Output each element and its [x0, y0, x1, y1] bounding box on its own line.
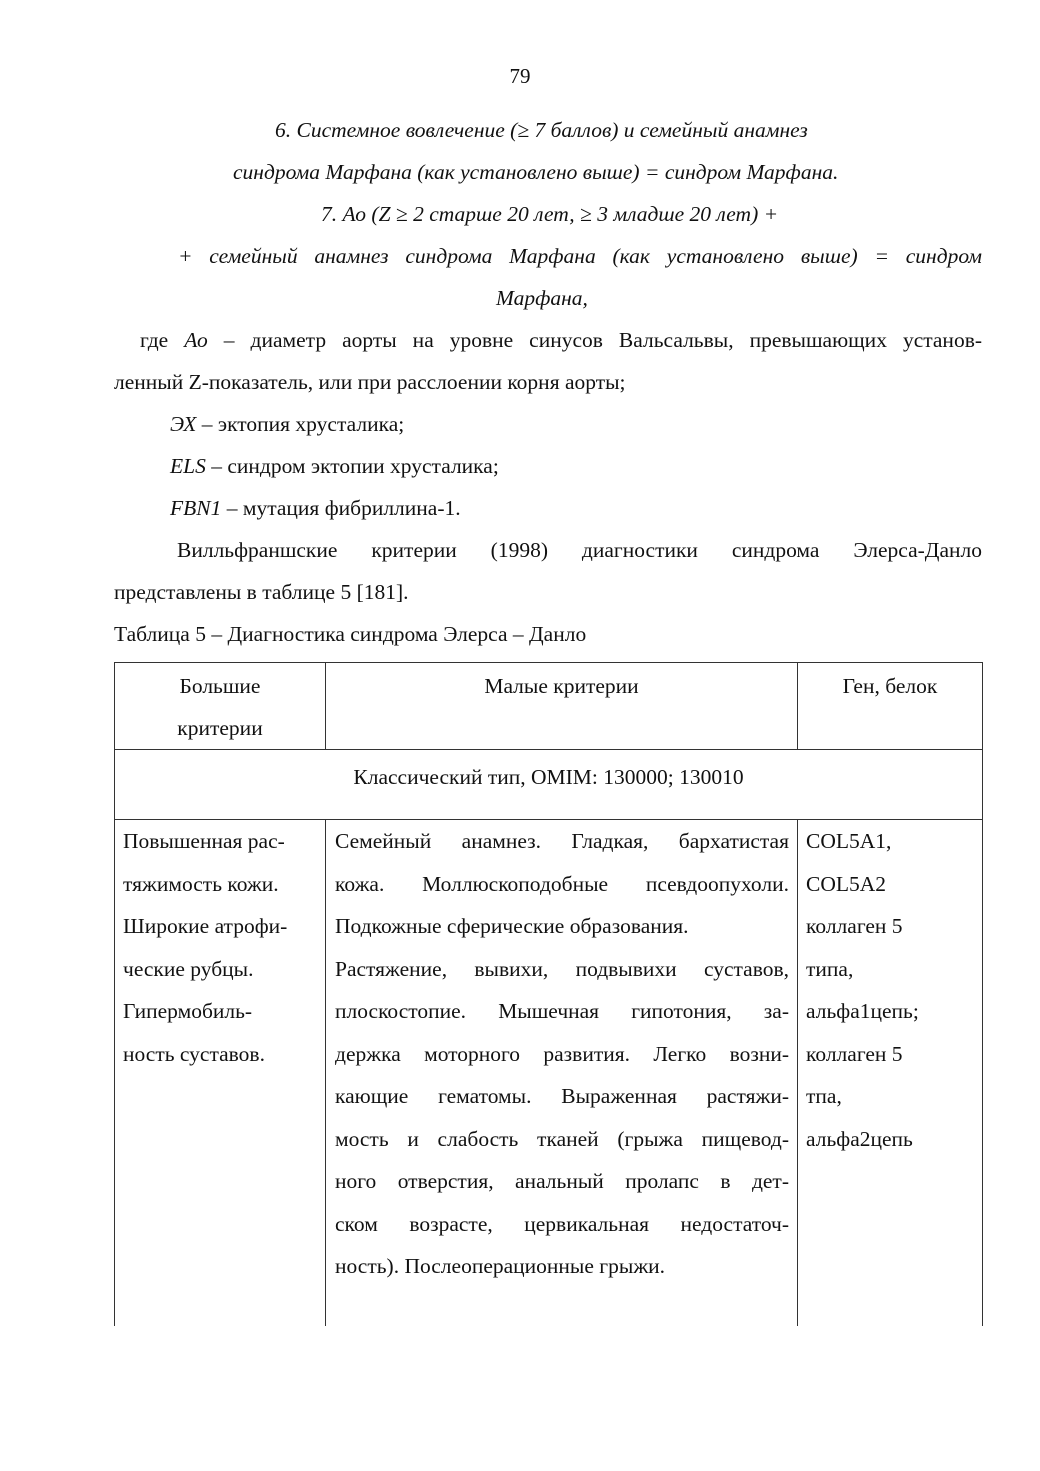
definition-ex — [170, 412, 404, 437]
minor-line: кожа. Моллюскоподобные псевдоопухоли. — [335, 871, 789, 896]
definition-ao-text: – диаметр аорты на уровне синусов Вальсальвы, превышающих установ- — [207, 328, 983, 352]
major-line: тяжимость кожи. — [123, 871, 279, 896]
section-title: Классический тип, OMIM: 130000; 130010 — [115, 750, 983, 820]
diagnostics-table — [114, 662, 983, 1326]
definition-ex-text: – эктопия хрусталика; — [196, 412, 405, 436]
gene-line: коллаген 5 — [806, 914, 903, 938]
minor-line: Растяжение, вывихи, подвывихи суставов, — [335, 956, 789, 981]
gene-line: альфа1цепь; — [806, 999, 919, 1023]
minor-line: ного отверстия, анальный пролапс в дет- — [335, 1169, 789, 1193]
header-major-line-1: Большие — [179, 674, 261, 698]
table-header-row — [115, 663, 983, 750]
definition-fbn1-text: – мутация фибриллина-1. — [221, 496, 461, 520]
definition-fbn1-term: FBN1 — [170, 496, 222, 520]
major-line: ческие рубцы. — [123, 956, 254, 981]
gene-protein-cell — [798, 820, 983, 1326]
definition-els — [170, 454, 499, 479]
definition-els-term: ELS — [170, 454, 206, 478]
definition-ao-line-1 — [140, 328, 982, 353]
major-line: Повышенная рас- — [123, 829, 285, 853]
minor-criteria-cell — [326, 820, 798, 1326]
header-gene-protein: Ген, белок — [798, 663, 983, 750]
minor-line: Семейный анамнез. Гладкая, бархатистая — [335, 829, 789, 853]
major-line: ность суставов. — [123, 1041, 265, 1066]
table-section-row — [115, 750, 983, 820]
criterion-6-line-1: 6. Системное вовлечение (≥ 7 баллов) и семейный анамнез — [275, 118, 808, 142]
criterion-6-line-2: синдрома Марфана (как установлено выше) = синдром Марфана. — [233, 160, 839, 184]
page-number: 79 — [509, 64, 531, 88]
gene-line: коллаген 5 — [806, 1041, 903, 1066]
definition-els-text: – синдром эктопии хрусталика; — [205, 454, 499, 478]
minor-line: кающие гематомы. Выраженная растяжи- — [335, 1084, 789, 1108]
gene-line: COL5A2 — [806, 871, 887, 896]
minor-line: плоскостопие. Мышечная гипотония, за- — [335, 999, 789, 1023]
major-criteria-cell — [115, 820, 326, 1326]
major-line: Широкие атрофи- — [123, 914, 288, 938]
gene-line: альфа2цепь — [806, 1126, 913, 1151]
paragraph-line-1: Вилльфраншские критерии (1998) диагностики синдрома Элерса-Данло — [177, 538, 982, 562]
criterion-7-line-2: + семейный анамнез синдрома Марфана (как установлено выше) = синдром — [178, 244, 982, 268]
table-caption: Таблица 5 – Диагностика синдрома Элерса – Данло — [114, 622, 587, 646]
definition-fbn1 — [170, 496, 461, 521]
header-major-line-2: критерии — [177, 716, 263, 740]
minor-line: ском возрасте, цервикальная недостаточ- — [335, 1211, 789, 1236]
criterion-7-line-3: Марфана, — [496, 286, 588, 310]
header-major-criteria — [115, 663, 326, 750]
table-row — [115, 820, 983, 1326]
minor-line: держка моторного развития. Легко возни- — [335, 1041, 789, 1066]
gene-line: COL5A1, — [806, 829, 892, 853]
header-minor-criteria: Малые критерии — [326, 663, 798, 750]
definition-ex-term: ЭХ — [170, 412, 197, 436]
definition-ao-term: Ао — [184, 328, 208, 352]
definition-ao-line-2: ленный Z-показатель, или при расслоении корня аорты; — [114, 370, 626, 394]
definition-ao-prefix: где — [140, 328, 185, 352]
minor-line: Подкожные сферические образования. — [335, 914, 689, 938]
major-line: Гипермобиль- — [123, 999, 253, 1023]
gene-line: тпа, — [806, 1084, 842, 1108]
criterion-7-line-1: 7. Ао (Z ≥ 2 старше 20 лет, ≥ 3 младше 20 лет) + — [321, 202, 779, 226]
minor-line: ность). Послеоперационные грыжи. — [335, 1254, 666, 1278]
minor-line: мость и слабость тканей (грыжа пищевод- — [335, 1126, 789, 1151]
gene-line: типа, — [806, 956, 854, 981]
paragraph-line-2: представлены в таблице 5 [181]. — [114, 580, 409, 604]
